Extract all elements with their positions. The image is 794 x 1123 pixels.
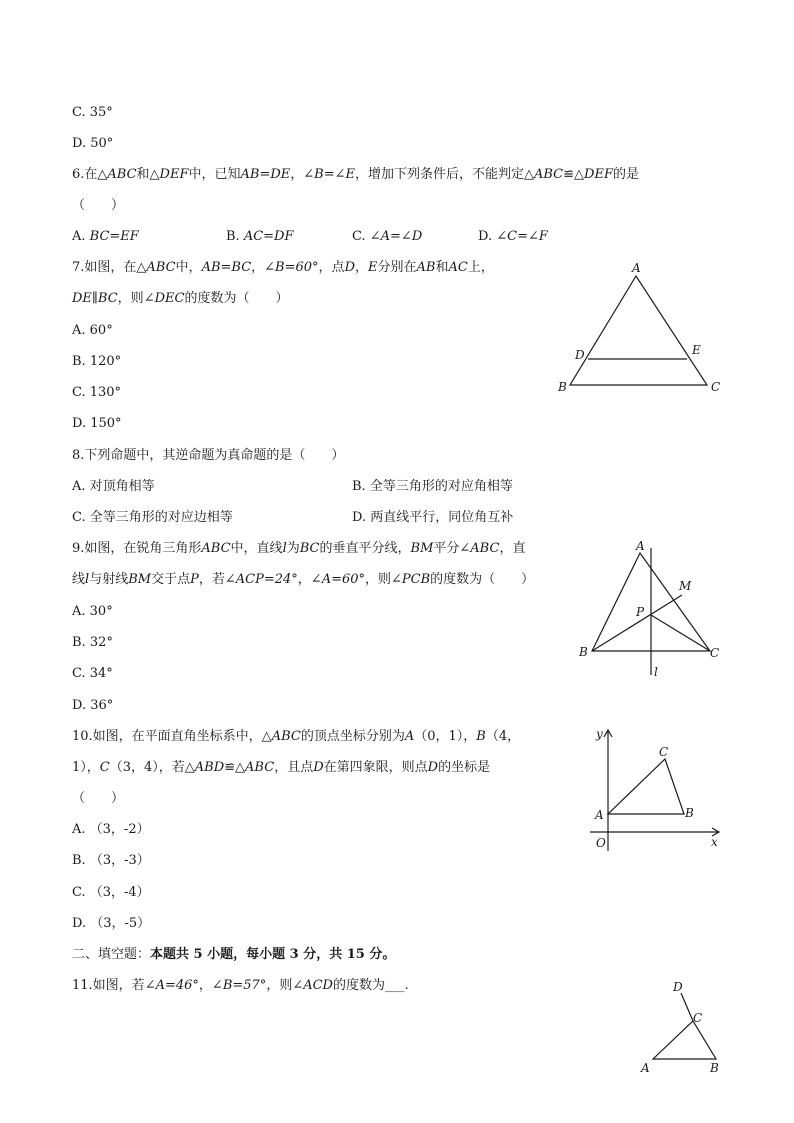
q9-stem-line2: 线l与射线BM交于点P，若∠ACP=24°，∠A=60°，则∠PCB的度数为（ ） [72,572,535,587]
q9-option-d: D. 36° [72,698,114,713]
q9-option-c: C. 34° [72,666,113,681]
q6-option-d: D. ∠C=∠F [478,229,548,244]
q9-label-l: l [654,665,658,679]
q7-option-b: B. 120° [72,354,122,369]
q10-option-a: A. （3，-2） [72,822,150,837]
q10-triangle-abc [608,759,684,814]
q7-option-c: C. 130° [72,385,122,400]
q10-paren: （ ） [72,791,125,806]
q11-answer-blank[interactable]: ___ [385,978,405,993]
q10-stem-line2: 1），C（3，4），若△ABD≌△ABC，且点D在第四象限，则点D的坐标是 [72,760,491,775]
q5-option-c: C. 35° [72,105,113,120]
q7-label-d: D [575,348,585,362]
q8-stem: 8.下列命题中，其逆命题为真命题的是（ ） [72,448,345,463]
q7-option-d: D. 150° [72,416,122,431]
q10-label-y: y [596,727,603,741]
q11-extension-cd [681,993,693,1021]
q11-figure [630,975,730,1080]
q9-label-p: P [636,605,645,619]
q10-option-d: D. （3，-5） [72,916,151,931]
q10-label-o: O [596,836,606,850]
q10-label-a: A [595,808,604,822]
q8-option-c: C. 全等三角形的对应边相等 [72,510,233,525]
q7-triangle-abc [570,276,707,385]
q7-label-b: B [558,380,567,394]
q8-option-b: B. 全等三角形的对应角相等 [352,479,513,494]
q11-triangle-abc [653,1021,716,1059]
q9-option-b: B. 32° [72,635,113,650]
q9-stem-line1: 9.如图，在锐角三角形ABC中，直线l为BC的垂直平分线，BM平分∠ABC，直 [72,541,526,556]
q10-option-c: C. （3，-4） [72,885,150,900]
q9-label-b: B [579,645,588,659]
q11-stem: 11.如图，若∠A=46°，∠B=57°，则∠ACD的度数为___. [72,978,409,993]
q10-label-b: B [685,806,694,820]
q6-stem: 6.在△ABC和△DEF中，已知AB=DE，∠B=∠E，增加下列条件后，不能判定△ABC≌△DEF的是 [72,167,639,182]
q10-label-x: x [711,835,718,849]
q7-label-a: A [632,261,641,275]
q10-figure [588,725,728,855]
q7-figure [550,258,730,398]
q11-label-c: C [693,1011,703,1025]
q9-label-m: M [679,579,692,593]
q8-option-a: A. 对顶角相等 [72,479,155,494]
q9-label-a: A [636,539,645,553]
q6-option-c: C. ∠A=∠D [352,229,423,244]
q6-option-b: B. AC=DF [226,229,294,244]
q10-stem-line1: 10.如图，在平面直角坐标系中，△ABC的顶点坐标分别为A（0，1），B（4， [72,729,521,744]
q5-option-d: D. 50° [72,136,114,151]
q11-label-d: D [673,980,683,994]
q8-option-d: D. 两直线平行，同位角互补 [352,510,514,525]
q9-segment-pc [651,615,710,651]
q9-figure [570,538,730,683]
q7-label-e: E [692,343,701,357]
q7-option-a: A. 60° [72,323,113,338]
q9-option-a: A. 30° [72,604,113,619]
q6-paren: （ ） [72,198,125,213]
q11-label-a: A [641,1061,650,1075]
q6-option-a: A. BC=EF [72,229,139,244]
q10-label-c: C [659,745,669,759]
q7-stem-line2: DE∥BC，则∠DEC的度数为（ ） [72,291,289,306]
q9-label-c: C [710,646,720,660]
q7-stem-line1: 7.如图，在△ABC中，AB=BC，∠B=60°，点D，E分别在AB和AC上， [72,260,494,275]
q7-label-c: C [711,380,721,394]
section-2-heading: 二、填空题：本题共 5 小题，每小题 3 分，共 15 分。 [72,947,396,962]
q10-option-b: B. （3，-3） [72,853,150,868]
q11-label-b: B [710,1061,719,1075]
